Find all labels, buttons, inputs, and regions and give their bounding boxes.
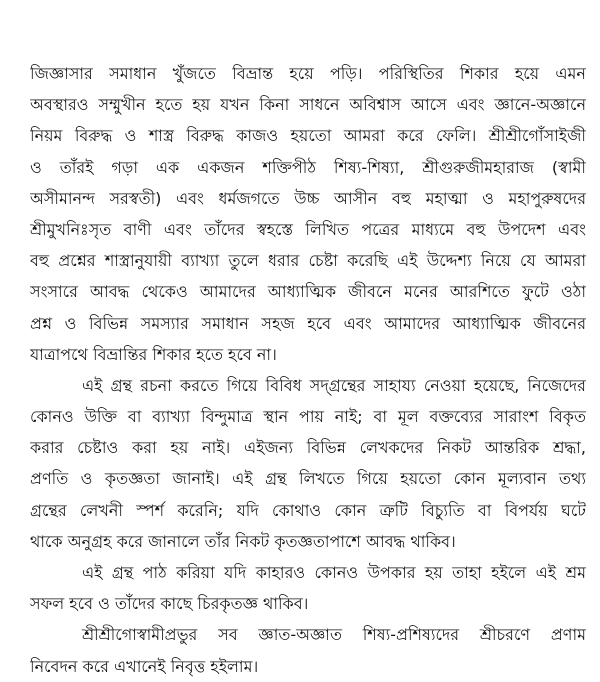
text-line: শ্রীমুখনিঃসৃত বাণী এবং তাঁদের স্বহস্তে লিখিত পত্রের মাধ্যমে বহু উপদেশ এবং (30, 219, 586, 239)
text-line: প্রশ্ন ও বিভিন্ন সমস্যার সমাধান সহজ হবে এবং আমাদের আধ্যাত্মিক জীবনের (30, 313, 586, 333)
document-page (30, 58, 586, 682)
text-line: প্রণতি ও কৃতজ্ঞতা জানাই। এই গ্রন্থ লিখতে গিয়ে হয়তো কোন মূল্যবান তথ্য (30, 469, 586, 489)
text-line: গ্রন্থের লেখনী স্পর্শ করেনি; যদি কোথাও কোন ত্রুটি বিচ্যুতি বা বিপর্যয় ঘটে (30, 500, 586, 520)
text-line: এই গ্রন্থ পাঠ করিয়া যদি কাহারও কোনও উপকার হয় তাহা হইলে এই শ্রম (82, 563, 586, 582)
text-line: সফল হবে ও তাঁদের কাছে চিরকৃতজ্ঞ থাকিব। (30, 594, 309, 614)
text-line: এই গ্রন্থ রচনা করতে গিয়ে বিবিধ সদ্গ্রন্থের সাহায্য নেওয়া হয়েছে, নিজেদের (82, 375, 586, 395)
text-line: নিয়ম বিরুদ্ধ ও শাস্ত্র বিরুদ্ধ কাজও হয়তো আমরা করে ফেলি। শ্রীশ্রীগোঁসাইজী (30, 126, 586, 146)
text-line: যাত্রাপথে বিভ্রান্তির শিকার হতে হবে না। (30, 344, 277, 364)
text-line: অসীমানন্দ সরস্বতী) এবং ধর্মজগতে উচ্চ আসীন বহু মহাত্মা ও মহাপুরুষদের (30, 188, 586, 208)
text-line: ও তাঁরই গড়া এক একজন শক্তিপীঠ শিষ্য-শিষ্যা, শ্রীগুরুজীমহারাজ (স্বামী (30, 157, 586, 177)
text-line: অবস্থারও সম্মুখীন হতে হয় যখন কিনা সাধনে অবিশ্বাস আসে এবং জ্ঞানে-অজ্ঞানে (30, 95, 586, 115)
text-line: শ্রীশ্রীগোস্বামীপ্রভুর সব জ্ঞাত-অজ্ঞাত শিষ্য-প্রশিষ্যদের শ্রীচরণে প্রণাম (82, 625, 586, 645)
text-line: করার চেষ্টাও করা হয় নাই। এইজন্য বিভিন্ন লেখকদের নিকট আন্তরিক শ্রদ্ধা, (30, 438, 586, 458)
text-line: থাকে অনুগ্রহ করে জানালে তাঁর নিকট কৃতজ্ঞতাপাশে আবদ্ধ থাকিব। (30, 531, 456, 551)
text-line: নিবেদন করে এখানেই নিবৃত্ত হইলাম। (30, 656, 259, 676)
text-line: সংসারে আবদ্ধ থেকেও আমাদের আধ্যাত্মিক জীবনে মনের আরশিতে ফুটে ওঠা (30, 282, 586, 302)
text-line: জিজ্ঞাসার সমাধান খুঁজতে বিভ্রান্ত হয়ে পড়ি। পরিস্থিতির শিকার হয়ে এমন (30, 64, 586, 83)
text-line: কোনও উক্তি বা ব্যাখ্যা বিন্দুমাত্র স্থান পায় নাই; বা মূল বক্তব্যের সারাংশ বিকৃত (30, 407, 586, 427)
text-line: বহু প্রশ্নের শাস্ত্রানুযায়ী ব্যাখ্যা তুলে ধরার চেষ্টা করেছি এই উদ্দেশ্য নিয়ে যে আমরা (30, 251, 586, 271)
